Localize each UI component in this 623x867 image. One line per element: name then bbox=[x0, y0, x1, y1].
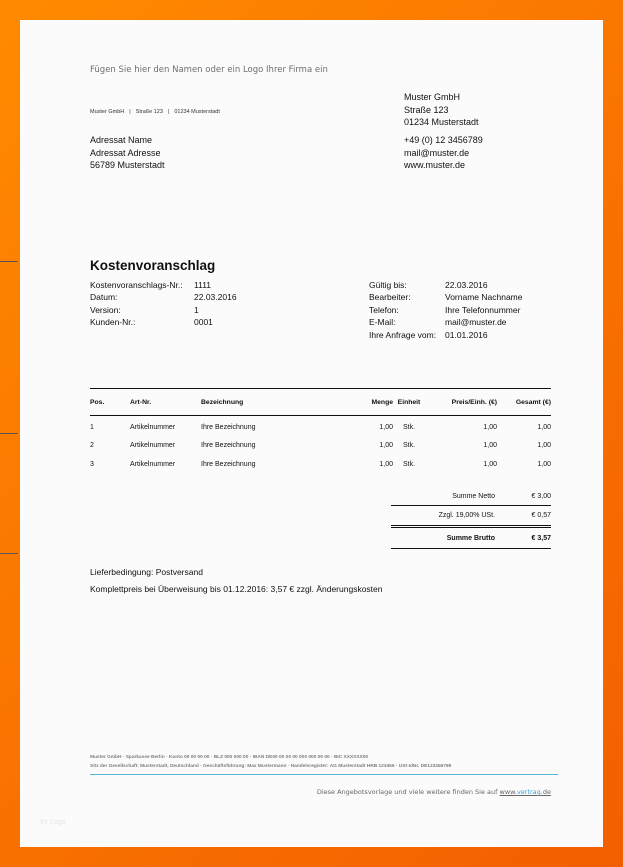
meta-row: Datum: 22.03.2016 bbox=[90, 292, 237, 303]
meta-row: Ihre Anfrage vom: 01.01.2016 bbox=[369, 329, 488, 340]
meta-row: Telefon: Ihre Telefonnummer bbox=[369, 304, 521, 315]
logo-watermark: Ihr Logo bbox=[40, 819, 66, 826]
company-email[interactable]: mail@muster.de bbox=[404, 147, 470, 158]
company-contact bbox=[404, 134, 483, 172]
company-street: Straße 123 bbox=[404, 104, 449, 115]
company-city: 01234 Musterstadt bbox=[404, 117, 479, 127]
document-page bbox=[20, 20, 603, 847]
sum-net-row: Summe Netto € 3,00 bbox=[391, 487, 551, 506]
terms-text bbox=[90, 564, 383, 598]
table-row: 2 Artikelnummer Ihre Bezeichnung 1,00 Stk. 1,00 1,00 bbox=[90, 442, 551, 450]
table-row: 1 Artikelnummer Ihre Bezeichnung 1,00 Stk. 1,00 1,00 bbox=[90, 423, 551, 431]
company-phone: +49 (0) 12 3456789 bbox=[404, 135, 483, 145]
delivery-condition: Lieferbedingung: Postversand bbox=[90, 567, 203, 577]
footer-rule bbox=[90, 774, 558, 775]
items-table bbox=[90, 388, 551, 542]
company-name: Muster GmbH bbox=[404, 92, 461, 102]
meta-row: Kunden-Nr.: 0001 bbox=[90, 317, 213, 328]
totals-block bbox=[391, 487, 551, 549]
recipient-name: Adressat Name bbox=[90, 135, 153, 145]
vat-row: Zzgl. 19,00% USt. € 0,57 bbox=[391, 506, 551, 528]
meta-row: Kostenvoranschlags-Nr.: 1111 bbox=[90, 280, 212, 290]
meta-row: Gültig bis: 22.03.2016 bbox=[369, 280, 488, 290]
quote-meta-right bbox=[369, 279, 523, 341]
meta-row: E-Mail: mail@muster.de bbox=[369, 317, 507, 328]
table-header: Pos. Art-Nr. Bezeichnung Menge Einheit Preis/Einh. (€) Gesamt (€) bbox=[90, 389, 551, 416]
price-condition: Komplettpreis bei Überweisung bis 01.12.2016: 3,57 € zzgl. Änderungskosten bbox=[90, 584, 383, 594]
footer-legal: Muster GmbH · Sparkasse Berlin · Konto 00 00 00 00 · BLZ 000 000 00 · IBAN DE00 00 00 00 000 000 00 00 · BIC XXXXXX00 Sitz der Gesellschaft: Musterstadt, Deutschland · Geschäftsführung: Max Mustermann · Handelsregister: AG Musterstadt HRB 123456 · USt-IdNr. DE123456789 bbox=[90, 755, 452, 769]
vertrag-link[interactable]: www.vertrag.de bbox=[499, 788, 551, 796]
meta-row: Version: 1 bbox=[90, 304, 199, 315]
footer-promo: Diese Angebotsvorlage und viele weitere finden Sie auf www.vertrag.de bbox=[316, 788, 551, 796]
recipient-address bbox=[90, 134, 165, 172]
document-title: Kostenvoranschlag bbox=[90, 258, 216, 273]
recipient-city: 56789 Musterstadt bbox=[90, 160, 165, 170]
company-web[interactable]: www.muster.de bbox=[404, 160, 466, 170]
quote-meta-left bbox=[90, 279, 237, 329]
meta-row: Bearbeiter: Vorname Nachname bbox=[369, 292, 523, 303]
sender-return-line: Muster GmbH | Straße 123 | 01234 Musterstadt bbox=[90, 109, 220, 115]
logo-placeholder: Fügen Sie hier den Namen oder ein Logo Ihrer Firma ein bbox=[90, 65, 328, 75]
sum-gross-row: Summe Brutto € 3,57 bbox=[391, 528, 551, 549]
recipient-street: Adressat Adresse bbox=[90, 147, 161, 158]
punch-mark bbox=[0, 433, 18, 434]
company-address bbox=[404, 91, 479, 129]
table-row: 3 Artikelnummer Ihre Bezeichnung 1,00 Stk. 1,00 1,00 bbox=[90, 460, 551, 468]
fold-mark bbox=[0, 553, 18, 554]
fold-mark bbox=[0, 261, 18, 262]
